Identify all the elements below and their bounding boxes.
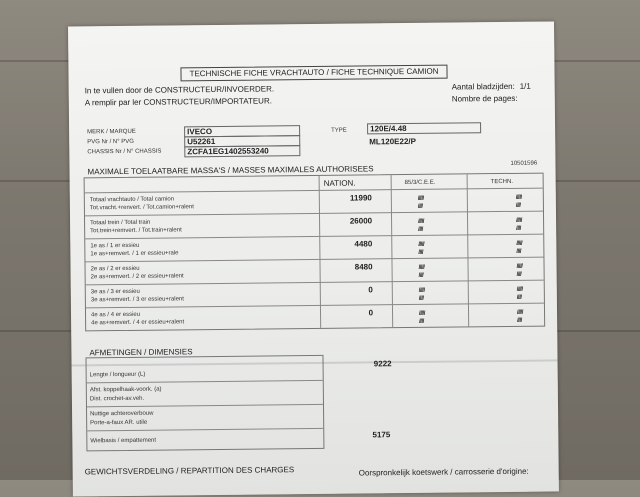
row-cee-1: ///// — [417, 195, 424, 202]
pages-label-fr: Nombre de pages: — [451, 93, 518, 104]
row-cee-5b: //// — [418, 295, 424, 302]
coachwork-label: Oorspronkelijk koetswerk / carrosserie d'origine: — [358, 466, 529, 478]
col-nation: NATION. — [323, 178, 356, 188]
row-cee-1b: //// — [417, 203, 423, 210]
length-value: 9222 — [373, 359, 392, 369]
row-techn-4: ///// — [516, 263, 523, 270]
row-cee-3: ///// — [418, 241, 425, 248]
row-techn-5b: //// — [516, 294, 522, 301]
dimensions-table — [85, 355, 324, 451]
coupling-label-1: Afst. koppelhaak-voork. (a) — [89, 386, 162, 394]
pages-label-nl: Aantal bladzijden: — [451, 81, 515, 92]
row-techn-2b: //// — [516, 225, 521, 232]
sheet-title: TECHNISCHE FICHE VRACHTAUTO / FICHE TECHNIQUE CAMION — [180, 65, 447, 82]
row-nation-6: 0 — [368, 308, 374, 318]
row-techn-6: ///// — [517, 309, 523, 316]
merk-value: IVECO — [184, 125, 300, 137]
row-cee-4b: //// — [418, 272, 424, 279]
coupling-label-2: Dist. crochet-av.veh. — [89, 395, 145, 403]
row-techn-1: ///// — [515, 194, 522, 201]
technical-sheet — [68, 21, 559, 496]
row-label-2: Totaal trein / Total train — [90, 219, 151, 227]
pvg-value: U52261 — [184, 135, 300, 147]
row-sublabel-2: Tot.trein+remvert. / Tot.train+ralent — [90, 227, 182, 235]
length-label: Lengte / longueur (L) — [89, 371, 146, 379]
row-cee-2b: //// — [418, 226, 423, 233]
row-techn-5: ///// — [516, 286, 523, 293]
row-label-4: 2e as / 2 er essieu — [90, 265, 140, 273]
fill-instruction-nl: In te vullen door de CONSTRUCTEUR/INVOERDER. — [84, 84, 275, 96]
row-sublabel-5: 3e as+remvert. / 3 er essieu+ralent — [90, 296, 184, 304]
row-cee-6: ///// — [419, 310, 425, 317]
pvg-label: PVG Nr / N° PVG — [87, 138, 135, 146]
row-nation-2: 26000 — [349, 216, 373, 226]
row-nation-5: 0 — [368, 285, 373, 295]
row-cee-4: ///// — [418, 264, 425, 271]
row-sublabel-6: 4e as+remvert. / 4 er essieu+ralent — [91, 319, 185, 327]
row-cee-2: ///// — [418, 218, 424, 225]
row-nation-4: 8480 — [354, 262, 373, 272]
row-sublabel-4: 2e as+remvert. / 2 er essieu+ralent — [90, 273, 184, 281]
row-techn-3: ///// — [516, 240, 523, 247]
row-label-6: 4e as / 4 er essieu — [91, 311, 141, 319]
row-nation-1: 11990 — [349, 193, 372, 203]
col-cee: 85/3/C.E.E. — [404, 179, 436, 187]
chassis-value: ZCFA1EG1402553240 — [184, 145, 300, 157]
row-label-5: 3e as / 3 er essieu — [90, 288, 140, 296]
row-label-3: 1e as / 1 er essieu — [90, 242, 140, 250]
pages-value: 1/1 — [519, 81, 531, 91]
row-cee-6b: //// — [419, 318, 424, 325]
row-label-1: Totaal vrachtauto / Total camion — [89, 196, 175, 204]
row-nation-3: 4480 — [354, 239, 373, 249]
type-sub: ML120E22/P — [369, 136, 416, 147]
overhang-label-1: Nuttige achteroverbouw — [90, 410, 154, 418]
row-techn-3b: //// — [516, 248, 522, 255]
masses-title: MAXIMALE TOELAATBARE MASSA'S / MASSES MAXIMALES AUTHORISEES — [87, 164, 374, 177]
row-techn-2: ///// — [516, 217, 522, 224]
col-techn: TECHN. — [490, 178, 514, 186]
row-sublabel-1: Tot.vracht.+renvert. / Tot.camion+ralent — [89, 204, 194, 212]
overhang-label-2: Porte-a-faux AR. utile — [90, 419, 148, 427]
row-techn-1b: //// — [515, 202, 521, 209]
row-techn-4b: //// — [516, 271, 522, 278]
charges-title: GEWICHTSVERDELING / REPARTITION DES CHARGES — [84, 465, 295, 477]
chassis-label: CHASSIS Nr / N° CHASSIS — [87, 148, 162, 156]
wheelbase-value: 5175 — [372, 430, 391, 440]
type-label: TYPE — [331, 127, 347, 134]
doc-code: 10501596 — [510, 160, 538, 167]
type-value: 120E/4.48 — [367, 122, 481, 134]
row-cee-3b: //// — [418, 249, 424, 256]
row-cee-5: ///// — [418, 287, 425, 294]
fill-instruction-fr: A remplir par ler CONSTRUCTEUR/IMPORTATEUR. — [84, 96, 272, 108]
row-sublabel-3: 1e as+remvert. / 1 er essieu+rale — [90, 250, 179, 258]
dimensions-title: AFMETINGEN / DIMENSIES — [89, 347, 193, 358]
row-techn-6b: //// — [517, 317, 522, 324]
merk-label: MERK / MARQUE — [87, 128, 136, 136]
wheelbase-label: Wielbasis / empattement — [90, 437, 157, 445]
